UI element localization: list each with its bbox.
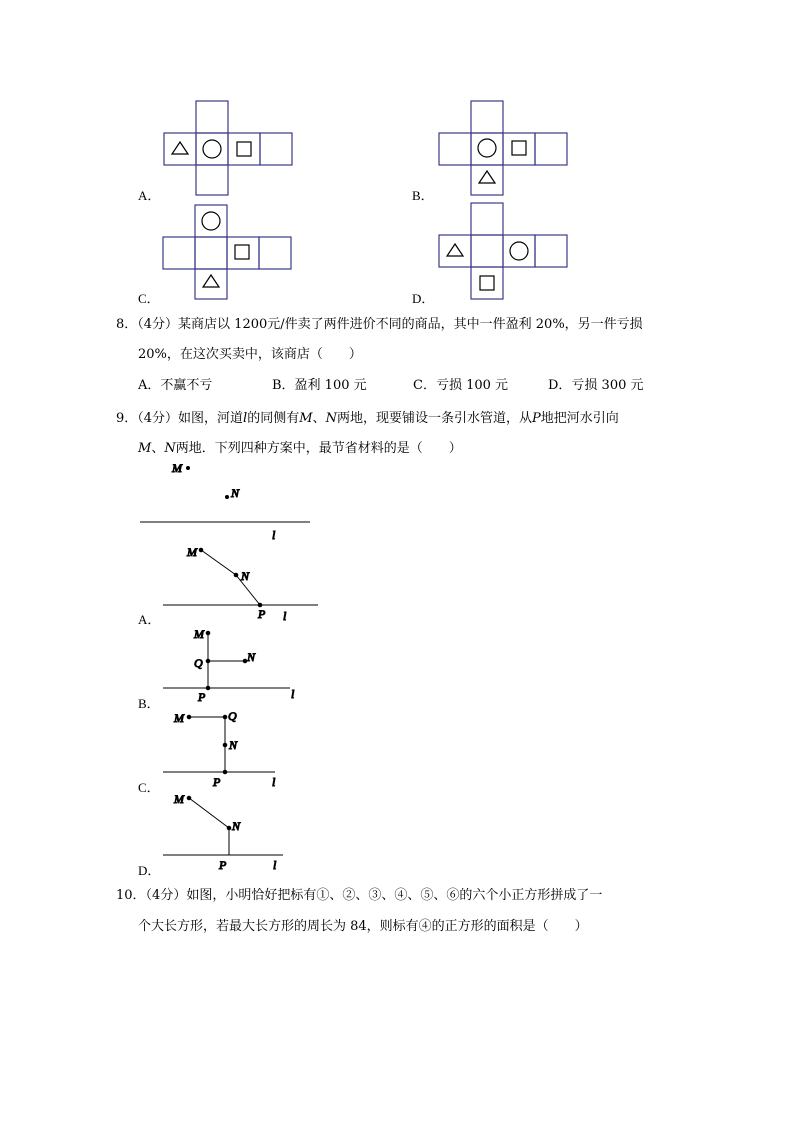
svg-text:M: M <box>174 711 184 725</box>
point-m <box>187 467 190 470</box>
q9-stem-line1: 9．（4分）如图，河道l的同侧有M、N两地，现要铺设一条引水管道，从P地把河水引向 <box>116 411 619 426</box>
q7-option-d-label: D． <box>412 291 435 306</box>
q9-option-d-figure <box>163 792 283 872</box>
net-a-symbols <box>172 140 251 158</box>
svg-text:P: P <box>258 607 266 621</box>
net-c-symbols <box>202 212 249 287</box>
q7-figures <box>0 0 794 310</box>
svg-text:N: N <box>232 819 241 833</box>
svg-text:P: P <box>213 775 221 789</box>
svg-text:l: l <box>273 858 277 872</box>
q8-stem-line1: 8．（4分）某商店以 1200元/件卖了两件进价不同的商品，其中一件盈利 20%，另一件亏损 <box>116 317 643 332</box>
point-n <box>226 496 229 499</box>
q8-stem-line2: 20%，在这次买卖中，该商店（ ） <box>138 347 362 362</box>
label-l: l <box>272 528 276 542</box>
q9-figures <box>0 455 794 875</box>
q9-stem-line2: M、N两地．下列四种方案中，最节省材料的是（ ） <box>138 441 462 456</box>
q9-option-a-label: A． <box>138 612 161 627</box>
q9-option-d-label: D． <box>138 863 161 878</box>
q8-choice-d: D．亏损 300 元 <box>548 378 644 393</box>
net-b-symbols <box>478 139 526 183</box>
q7-option-c-label: C． <box>138 291 160 306</box>
label-m: M <box>172 461 182 475</box>
q8-choice-c: C．亏损 100 元 <box>413 378 509 393</box>
q9-option-c-label: C． <box>138 780 160 795</box>
label-n: N <box>231 486 240 500</box>
q9-main-figure <box>140 461 310 542</box>
net-a <box>164 101 292 195</box>
q10-stem-line1: 10．（4分）如图，小明恰好把标有①、②、③、④、⑤、⑥的六个小正方形拼成了一 <box>116 888 603 903</box>
net-c <box>163 205 291 299</box>
q7-option-a-label: A． <box>138 188 161 203</box>
svg-text:M: M <box>174 792 184 806</box>
svg-text:N: N <box>229 738 238 752</box>
q10-stem-line2: 个大长方形，若最大长方形的周长为 84，则标有④的正方形的面积是（ ） <box>138 919 588 934</box>
q9-option-b-label: B． <box>138 696 160 711</box>
net-d-symbols <box>447 242 528 290</box>
svg-text:M: M <box>194 627 204 641</box>
q8-choice-b: B．盈利 100 元 <box>272 378 367 393</box>
q9-option-c-figure <box>163 709 276 789</box>
svg-text:P: P <box>198 690 206 704</box>
net-d <box>439 203 567 299</box>
svg-text:N: N <box>241 569 250 583</box>
svg-text:Q: Q <box>228 709 237 723</box>
q9-option-a-figure <box>163 545 318 623</box>
svg-text:l: l <box>283 609 287 623</box>
svg-text:N: N <box>247 650 256 664</box>
q8-choice-a: A．不赢不亏 <box>138 378 213 393</box>
svg-text:M: M <box>187 545 197 559</box>
svg-text:l: l <box>272 775 276 789</box>
svg-text:Q: Q <box>194 656 203 670</box>
svg-text:P: P <box>219 858 227 872</box>
svg-text:l: l <box>291 687 295 701</box>
net-b <box>439 101 567 195</box>
q9-option-b-figure <box>163 627 295 704</box>
q7-option-b-label: B． <box>412 188 434 203</box>
